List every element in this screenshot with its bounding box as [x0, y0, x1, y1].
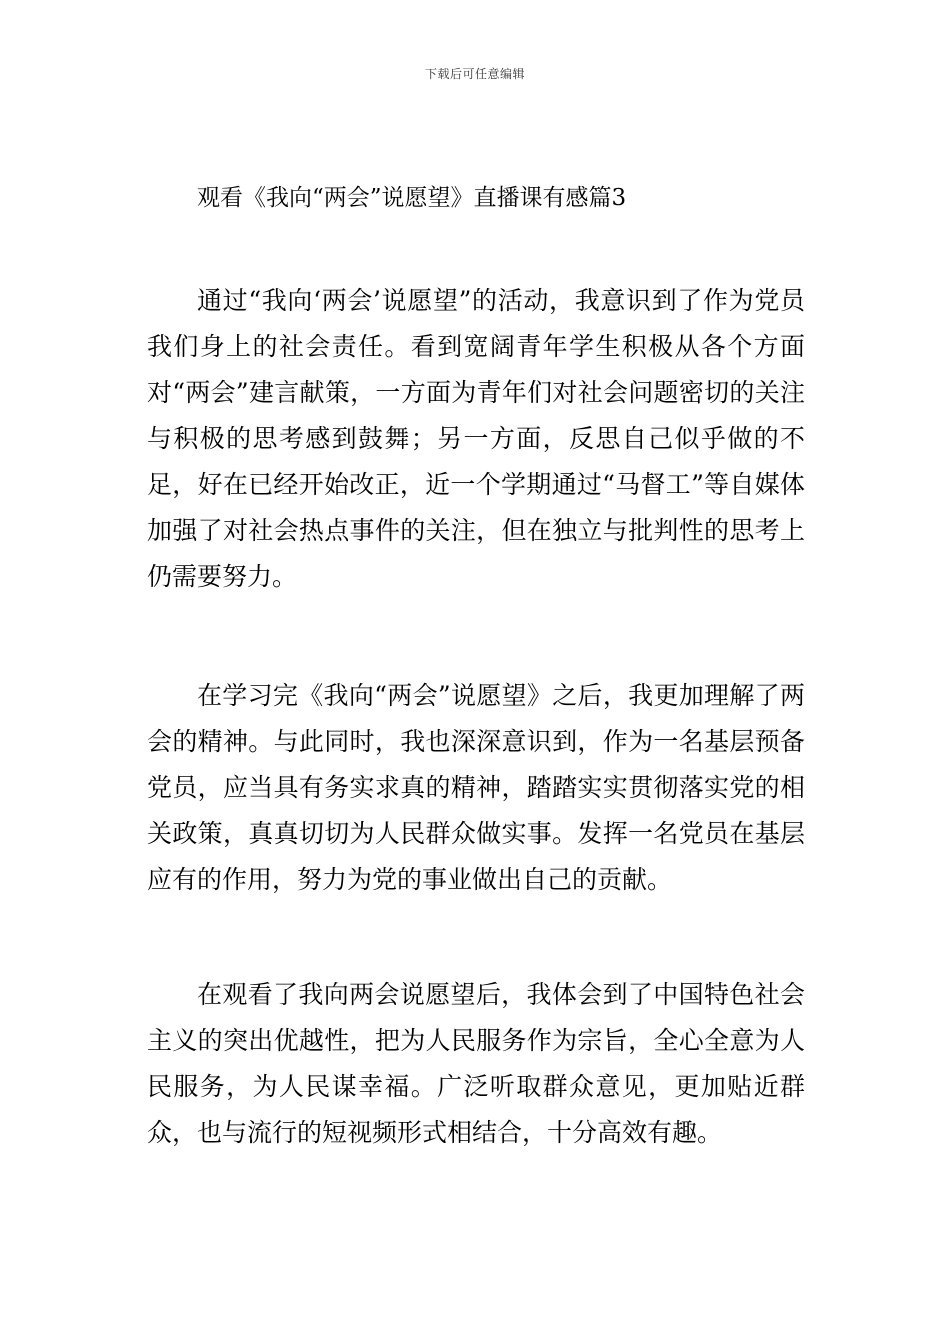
body-paragraph-2: 在学习完《我向“两会”说愿望》之后，我更加理解了两会的精神。与此同时，我也深深意识到，作为一名基层预备党员，应当具有务实求真的精神，踏踏实实贯彻落实党的相关政策，真真切切为人民群众做实事。发挥一名党员在基层应有的作用，努力为党的事业做出自己的贡献。 — [147, 681, 805, 894]
body-paragraph-3: 在观看了我向两会说愿望后，我体会到了中国特色社会主义的突出优越性，把为人民服务作为宗旨，全心全意为人民服务，为人民谋幸福。广泛听取群众意见，更加贴近群众，也与流行的短视频形式相结合，十分高效有趣。 — [147, 980, 805, 1147]
header-note: 下载后可任意编辑 — [424, 67, 525, 81]
body-paragraph-1: 通过“我向‘两会’说愿望”的活动，我意识到了作为党员我们身上的社会责任。看到宽阔青年学生积极从各个方面对“两会”建言献策，一方面为青年们对社会问题密切的关注与积极的思考感到鼓舞；另一方面，反思自己似乎做的不足，好在已经开始改正，近一个学期通过“马督工”等自媒体加强了对社会热点事件的关注，但在独立与批判性的思考上仍需要努力。 — [147, 286, 805, 591]
document-title: 观看《我向“两会”说愿望》直播课有感篇3 — [197, 185, 627, 211]
